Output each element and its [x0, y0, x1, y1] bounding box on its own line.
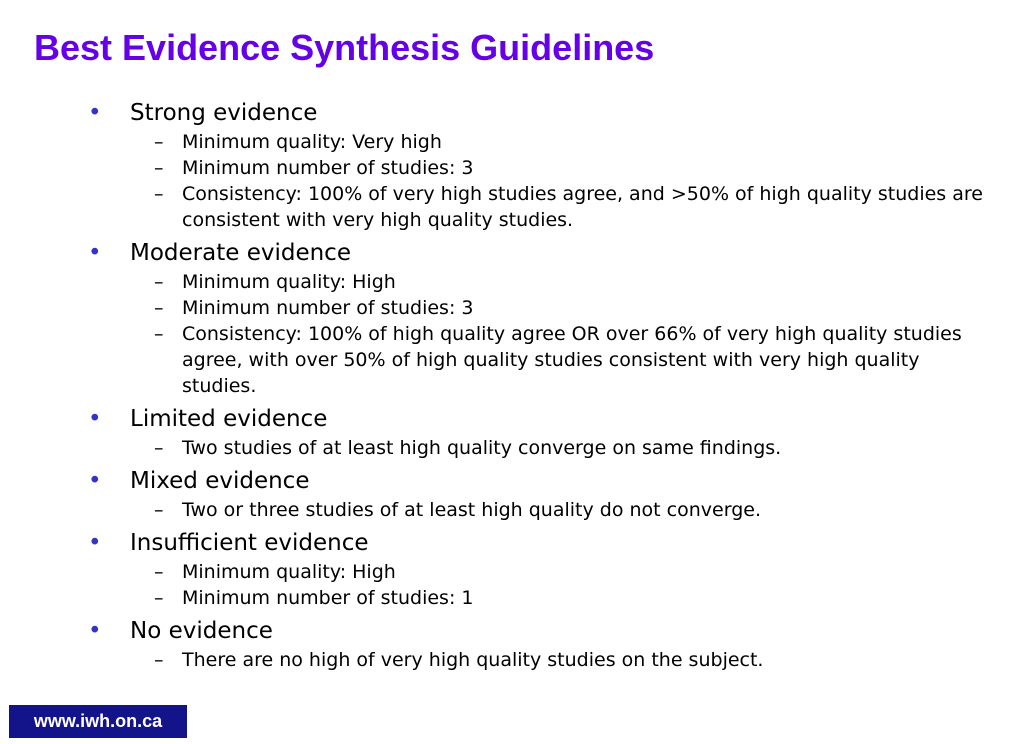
- section-strong-evidence: [88, 97, 998, 233]
- footer-url-badge: www.iwh.on.ca: [9, 705, 187, 738]
- section-no-evidence: [88, 615, 998, 673]
- sub-item: [88, 155, 998, 181]
- sub-item: [88, 269, 998, 295]
- sub-item-text: Minimum quality: Very high: [182, 131, 442, 153]
- bullet-icon: •: [88, 530, 102, 556]
- evidence-levels-list: [88, 97, 998, 677]
- section-insufficient-evidence: [88, 527, 998, 611]
- dash-icon: –: [154, 437, 164, 459]
- bullet-icon: •: [88, 100, 102, 126]
- dash-icon: –: [154, 183, 164, 205]
- sub-item-text: There are no high of very high quality studies on the subject.: [182, 649, 764, 671]
- section-limited-evidence: [88, 403, 998, 461]
- bullet-icon: •: [88, 618, 102, 644]
- dash-icon: –: [154, 297, 164, 319]
- dash-icon: –: [154, 561, 164, 583]
- section-heading: Moderate evidence: [130, 240, 351, 266]
- sub-list: [88, 129, 998, 233]
- bullet-icon: •: [88, 468, 102, 494]
- sub-item: [88, 435, 998, 461]
- dash-icon: –: [154, 271, 164, 293]
- section-heading: Strong evidence: [130, 100, 318, 126]
- section-mixed-evidence: [88, 465, 998, 523]
- dash-icon: –: [154, 131, 164, 153]
- section-heading: Mixed evidence: [130, 468, 310, 494]
- section-heading: Insufficient evidence: [130, 530, 369, 556]
- sub-item-text: Minimum quality: High: [182, 561, 396, 583]
- bullet-icon: •: [88, 240, 102, 266]
- sub-list: [88, 497, 998, 523]
- sub-list: [88, 647, 998, 673]
- section-heading: No evidence: [130, 618, 273, 644]
- sub-item-text: Consistency: 100% of very high studies agree, and >50% of high quality studies are consistent with very high quality studies.: [182, 183, 983, 231]
- sub-item: [88, 321, 998, 399]
- sub-item: [88, 129, 998, 155]
- section-moderate-evidence: [88, 237, 998, 399]
- sub-item-text: Minimum quality: High: [182, 271, 396, 293]
- sub-list: [88, 435, 998, 461]
- dash-icon: –: [154, 649, 164, 671]
- dash-icon: –: [154, 157, 164, 179]
- sub-item-text: Two or three studies of at least high quality do not converge.: [182, 499, 761, 521]
- sub-item-text: Minimum number of studies: 1: [182, 587, 474, 609]
- sub-item: [88, 585, 998, 611]
- sub-item: [88, 295, 998, 321]
- slide-title: Best Evidence Synthesis Guidelines: [34, 27, 655, 68]
- sub-item: [88, 647, 998, 673]
- dash-icon: –: [154, 587, 164, 609]
- section-heading: Limited evidence: [130, 406, 328, 432]
- sub-item-text: Two studies of at least high quality converge on same findings.: [182, 437, 782, 459]
- dash-icon: –: [154, 499, 164, 521]
- sub-list: [88, 269, 998, 399]
- sub-item-text: Minimum number of studies: 3: [182, 157, 474, 179]
- sub-item: [88, 559, 998, 585]
- sub-item-text: Minimum number of studies: 3: [182, 297, 474, 319]
- sub-item: [88, 497, 998, 523]
- bullet-icon: •: [88, 406, 102, 432]
- sub-item-text: Consistency: 100% of high quality agree OR over 66% of very high quality studies agree, with over 50% of high quality studies consistent with very high quality studies.: [182, 323, 962, 397]
- sub-list: [88, 559, 998, 611]
- dash-icon: –: [154, 323, 164, 345]
- sub-item: [88, 181, 998, 233]
